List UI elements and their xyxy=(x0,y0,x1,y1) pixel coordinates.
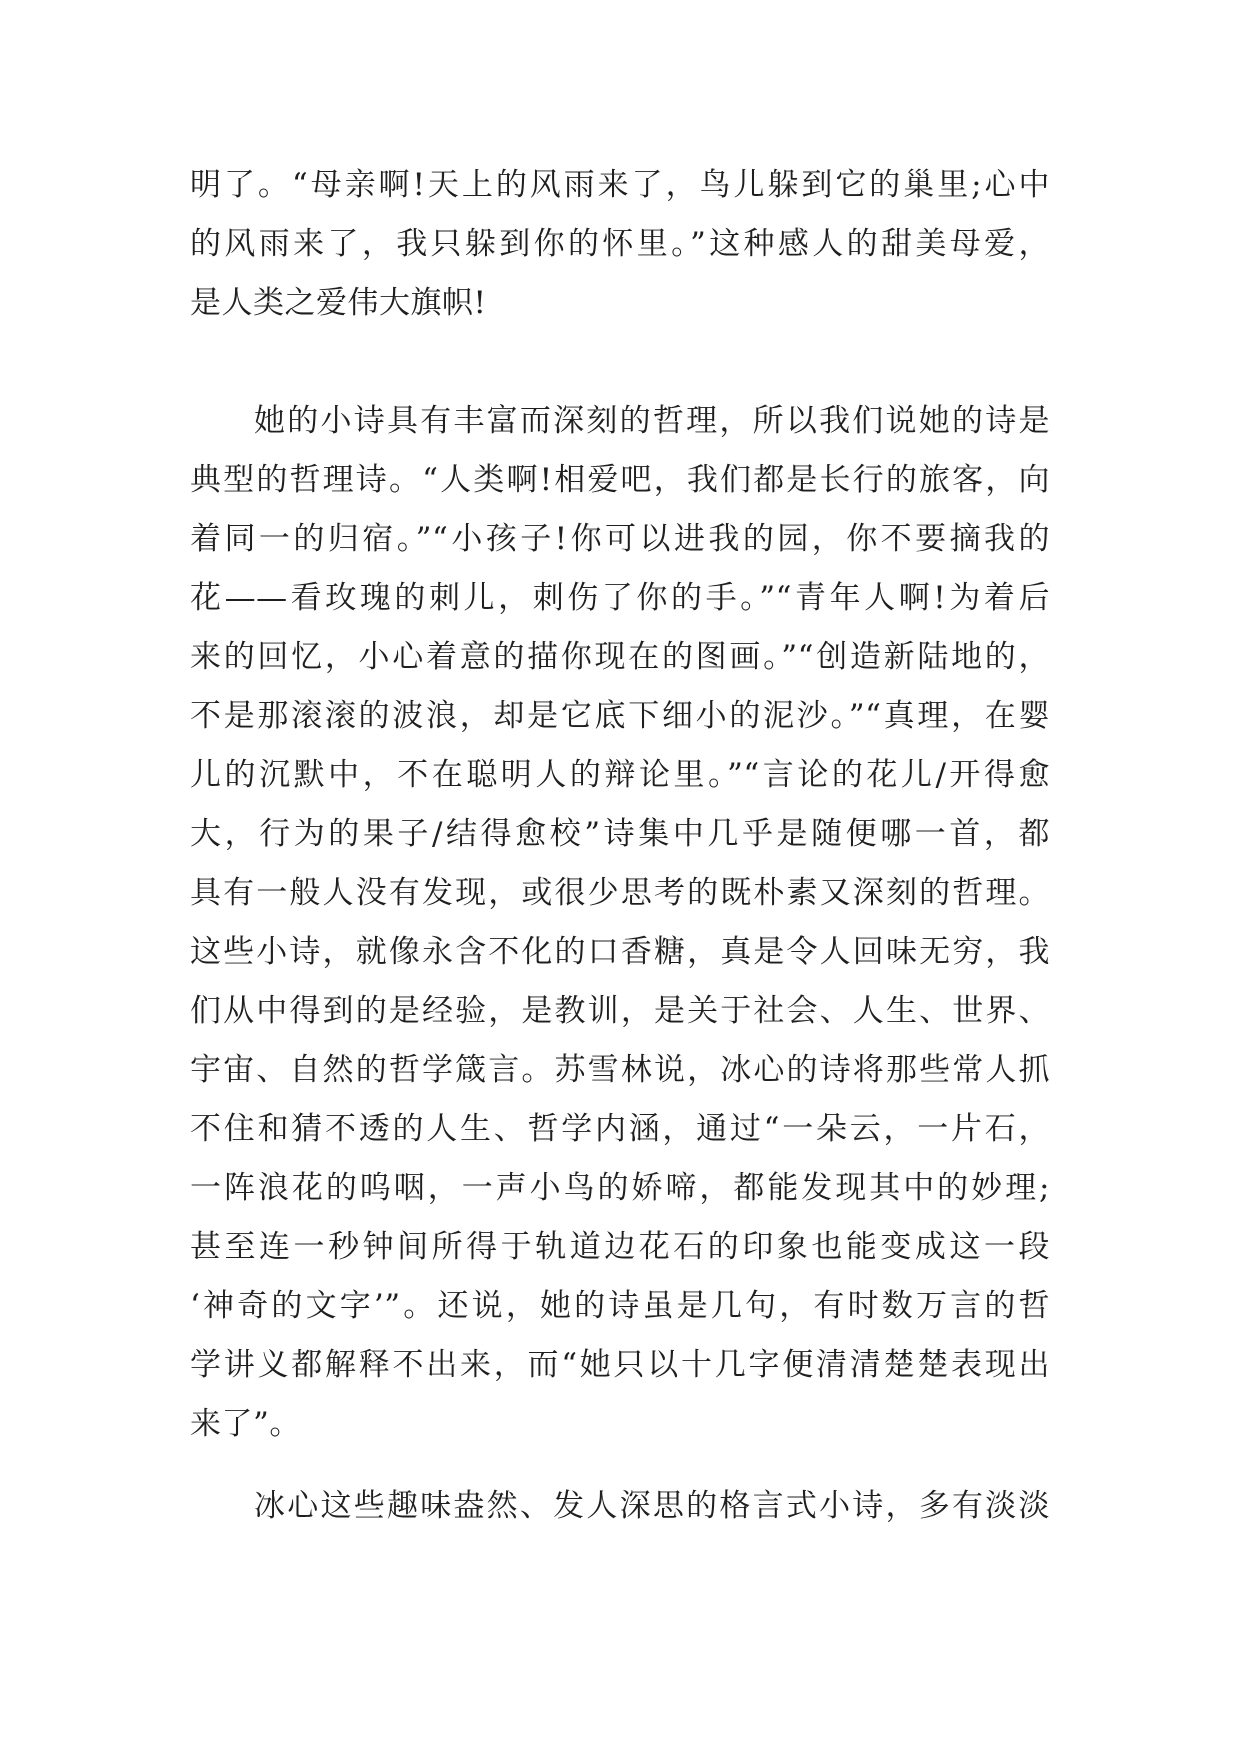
text-line: 儿的沉默中，不在聪明人的辩论里。”“言论的花儿/开得愈 xyxy=(190,757,1050,793)
paragraph-1 xyxy=(190,156,1050,333)
text-line: 花——看玫瑰的刺儿，刺伤了你的手。”“青年人啊!为着后 xyxy=(190,580,1050,616)
text-line: 冰心这些趣味盎然、发人深思的格言式小诗，多有淡淡 xyxy=(254,1488,1050,1524)
text-line: 来的回忆，小心着意的描你现在的图画。”“创造新陆地的， xyxy=(190,639,1050,675)
text-line: 宇宙、自然的哲学箴言。苏雪林说，冰心的诗将那些常人抓 xyxy=(190,1052,1050,1088)
text-line: 的风雨来了，我只躲到你的怀里。”这种感人的甜美母爱， xyxy=(190,226,1050,262)
text-line: 来了”。 xyxy=(190,1406,301,1442)
text-line: 着同一的归宿。”“小孩子!你可以进我的园，你不要摘我的 xyxy=(190,521,1050,557)
text-line: 明了。“母亲啊!天上的风雨来了，鸟儿躲到它的巢里;心中 xyxy=(190,167,1050,203)
paragraph-3 xyxy=(190,1477,1050,1536)
text-line: 她的小诗具有丰富而深刻的哲理，所以我们说她的诗是 xyxy=(254,403,1050,439)
paragraph-2 xyxy=(190,392,1050,1454)
text-line: 这些小诗，就像永含不化的口香糖，真是令人回味无穷，我 xyxy=(190,934,1050,970)
text-line: 具有一般人没有发现，或很少思考的既朴素又深刻的哲理。 xyxy=(190,875,1050,911)
text-line: ‘神奇的文字’”。还说，她的诗虽是几句，有时数万言的哲 xyxy=(190,1288,1050,1324)
text-line: 不住和猜不透的人生、哲学内涵，通过“一朵云，一片石， xyxy=(190,1111,1050,1147)
text-line: 不是那滚滚的波浪，却是它底下细小的泥沙。”“真理，在婴 xyxy=(190,698,1050,734)
text-line: 典型的哲理诗。“人类啊!相爱吧，我们都是长行的旅客，向 xyxy=(190,462,1050,498)
text-line: 们从中得到的是经验，是教训，是关于社会、人生、世界、 xyxy=(190,993,1050,1029)
text-line: 一阵浪花的呜咽，一声小鸟的娇啼，都能发现其中的妙理; xyxy=(190,1170,1050,1206)
text-line: 是人类之爱伟大旗帜! xyxy=(190,285,487,321)
text-line: 大，行为的果子/结得愈校”诗集中几乎是随便哪一首，都 xyxy=(190,816,1050,852)
text-line: 学讲义都解释不出来，而“她只以十几字便清清楚楚表现出 xyxy=(190,1347,1050,1383)
text-line: 甚至连一秒钟间所得于轨道边花石的印象也能变成这一段 xyxy=(190,1229,1050,1265)
